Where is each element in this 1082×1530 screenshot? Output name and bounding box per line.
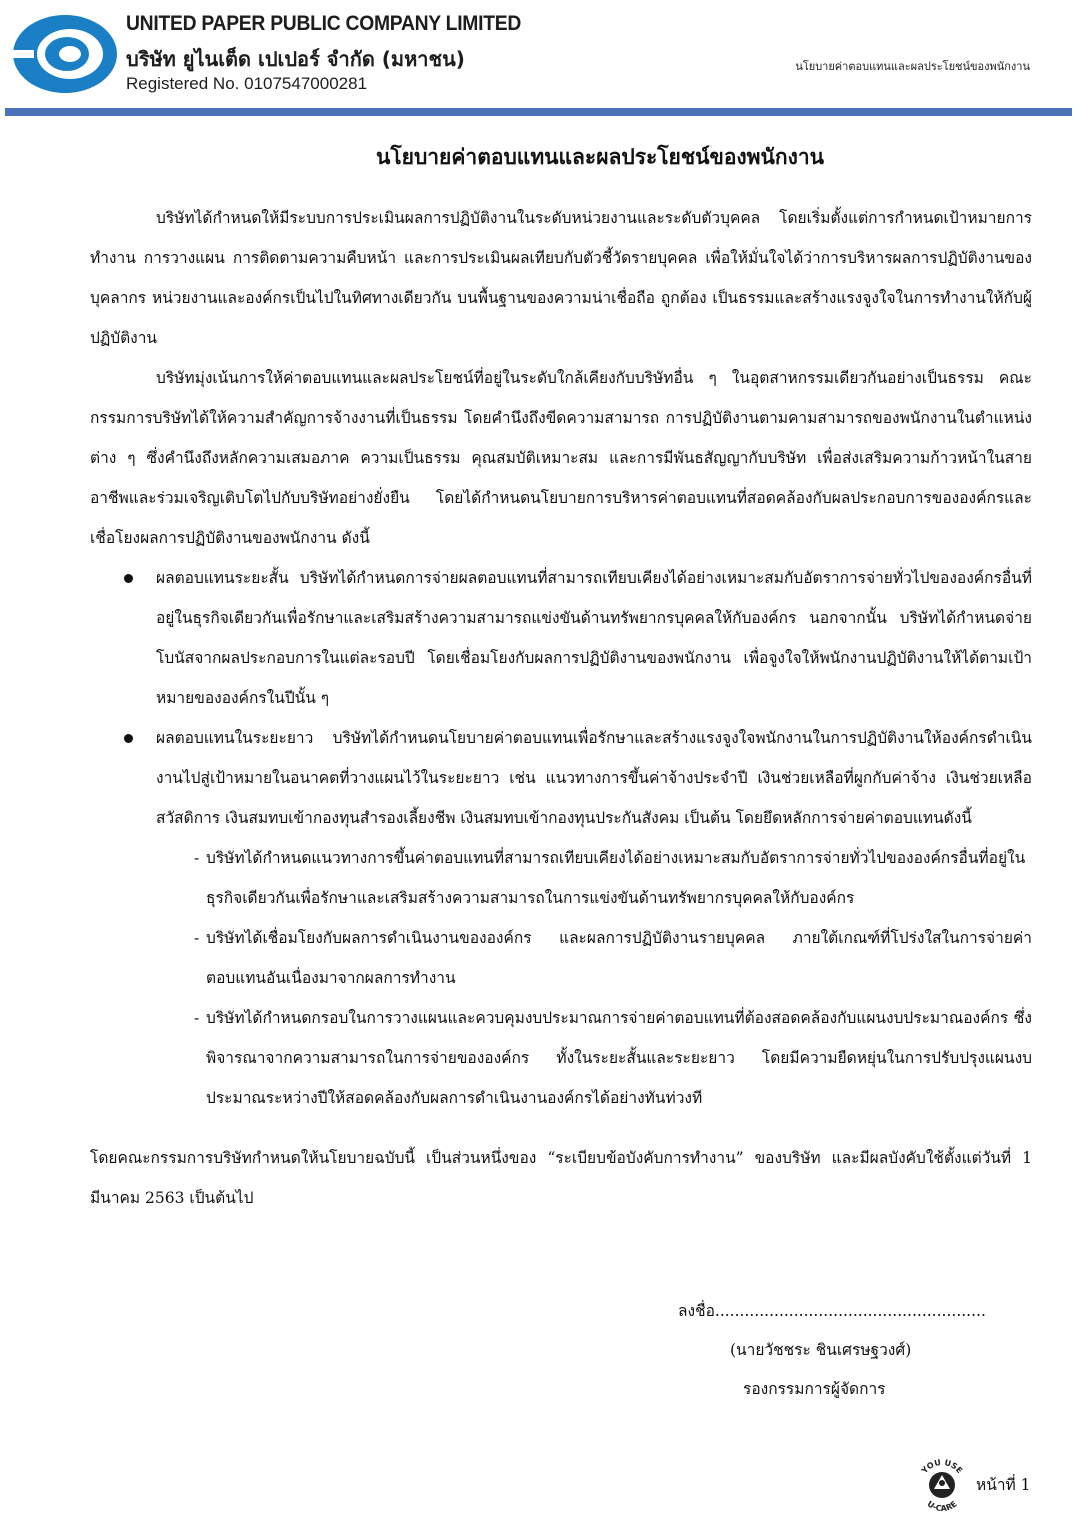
closing-paragraph: โดยคณะกรรมการบริษัทกำหนดให้นโยบายฉบับนี้ เป็นส่วนหนึ่งของ “ระเบียบข้อบังคับการทำงาน” ของบริษัท และมีผลบังคับใช้ตั้งแต่วันที่ 1 มีนาคม 2563 เป็นต้นไป: [90, 1149, 1032, 1207]
letterhead: [0, 0, 1082, 118]
sub-list-item-text: บริษัทได้กำหนดกรอบในการวางแผนและควบคุมงบประมาณการจ่ายค่าตอบแทนที่ต้องสอดคล้องกับแผนงบประมาณองค์กร ซึ่งพิจารณาจากความสามารถในการจ่ายขององค์กร ทั้งในระยะสั้นและระยะยาว โดยมีความยืดหยุ่นในการปรับปรุงแผนงบประมาณระหว่างปีให้สอดคล้องกับผลการดำเนินงานองค์กรได้อย่างทันท่วงที: [206, 1009, 1032, 1107]
dash-marker: -: [194, 1009, 200, 1027]
signer-position: รองกรรมการผู้จัดการ: [743, 1380, 886, 1398]
list-item-text: ผลตอบแทนระยะสั้น บริษัทได้กำหนดการจ่ายผลตอบแทนที่สามารถเทียบเคียงได้อย่างเหมาะสมกับอัตราการจ่ายทั่วไปขององค์กรอื่นที่อยู่ในธุรกิจเดียวกันเพื่อรักษาและเสริมสร้างความสามารถแข่งขันด้านทรัพยากรบุคคลให้กับองค์กร นอกจากนั้น บริษัทได้กำหนดจ่ายโบนัสจากผลประกอบการในแต่ละรอบปี โดยเชื่อมโยงกับผลการปฏิบัติงานของพนักงาน เพื่อจูงใจให้พนักงานปฏิบัติงานให้ได้ตามเป้าหมายขององค์กรในปีนั้น ๆ: [156, 569, 1032, 707]
icon-text-bottom: U-CARE: [925, 1499, 959, 1511]
list-item-text: ผลตอบแทนในระยะยาว บริษัทได้กำหนดนโยบายค่าตอบแทนเพื่อรักษาและสร้างแรงจูงใจพนักงานในการปฏิบัติงานให้องค์กรดำเนินงานไปสู่เป้าหมายในอนาคตที่วางแผนไว้ในระยะยาว เช่น แนวทางการขึ้นค่าจ้างประจำปี เงินช่วยเหลือที่ผูกกับค่าจ้าง เงินช่วยเหลือสวัสดิการ เงินสมทบเข้ากองทุนสำรองเลี้ยงชีพ เงินสมทบเข้ากองทุนประกันสังคม เป็นต้น โดยยึดหลักการจ่ายค่าตอบแทนดังนี้: [156, 729, 1032, 827]
document-label: นโยบายค่าตอบแทนและผลประโยชน์ของพนักงาน: [795, 60, 1030, 73]
paragraph: บริษัทมุ่งเน้นการให้ค่าตอบแทนและผลประโยชน์ที่อยู่ในระดับใกล้เคียงกับบริษัทอื่น ๆ ในอุตสาหกรรมเดียวกันอย่างเป็นธรรม คณะกรรมการบริษัทได้ให้ความสำคัญการจ้างงานที่เป็นธรรม โดยคำนึงถึงขีดความสามารถ การปฏิบัติงานตามคามสามารถของพนักงานในตำแหน่งต่าง ๆ ซึ่งคำนึงถึงหลักความเสมอภาค ความเป็นธรรม คุณสมบัติเหมาะสม และการมีพันธสัญญากับบริษัท เพื่อส่งเสริมความก้าวหน้าในสายอาชีพและร่วมเจริญเติบโตไปกับบริษัทอย่างยั่งยืน โดยได้กำหนดนโยบายการบริหารค่าตอบแทนที่สอดคล้องกับผลประกอบการขององค์กรและเชื่อโยงผลการปฏิบัติงานของพนักงาน ดังนี้: [90, 369, 1032, 547]
page-number: หน้าที่ 1: [976, 1476, 1031, 1494]
bullet-icon: [124, 734, 133, 743]
icon-text-top: YOU USE: [919, 1457, 965, 1476]
sub-list-item-text: บริษัทได้เชื่อมโยงกับผลการดำเนินงานขององค์กร และผลการปฏิบัติงานรายบุคคล ภายใต้เกณฑ์ที่โปร่งใสในการจ่ายค่าตอบแทนอันเนื่องมาจากผลการทำงาน: [206, 929, 1032, 987]
document-body: [90, 198, 1032, 1218]
signer-name: (นายวัชชระ ชินเศรษฐวงศ์): [730, 1341, 912, 1359]
u-care-icon: [914, 1455, 970, 1511]
bullet-list: [90, 558, 1032, 838]
list-item: [90, 718, 1032, 838]
sub-list-item: [194, 998, 1032, 1118]
list-item: [90, 558, 1032, 718]
sub-list-item-text: บริษัทได้กำหนดแนวทางการขึ้นค่าตอบแทนที่สามารถเทียบเคียงได้อย่างเหมาะสมกับอัตราการจ่ายทั่วไปขององค์กรอื่นที่อยู่ในธุรกิจเดียวกันเพื่อรักษาและเสริมสร้างความสามารถในการแข่งขันด้านทรัพยากรบุคคลให้กับองค์กร: [206, 849, 1026, 907]
signature-line: ลงชื่อ.......................................................: [678, 1302, 986, 1320]
company-logo: [12, 14, 118, 94]
dash-marker: -: [194, 849, 200, 867]
company-name-en: UNITED PAPER PUBLIC COMPANY LIMITED: [126, 12, 522, 35]
page-title: นโยบายค่าตอบแทนและผลประโยชน์ของพนักงาน: [376, 144, 824, 169]
svg-text:U-CARE: [925, 1499, 958, 1511]
paragraph: บริษัทได้กำหนดให้มีระบบการประเมินผลการปฏิบัติงานในระดับหน่วยงานและระดับตัวบุคคล โดยเริ่มตั้งแต่การกำหนดเป้าหมายการทำงาน การวางแผน การติดตามความคืบหน้า และการประเมินผลเทียบกับตัวชี้วัดรายบุคคล เพื่อให้มั่นใจได้ว่าการบริหารผลการปฏิบัติงานของบุคลากร หน่วยงานและองค์กรเป็นไปในทิศทางเดียวกัน บนพื้นฐานของความน่าเชื่อถือ ถูกต้อง เป็นธรรมและสร้างแรงจูงใจในการทำงานให้กับผู้ปฏิบัติงาน: [90, 209, 1032, 347]
company-name-th: บริษัท ยูไนเต็ด เปเปอร์ จำกัด (มหาชน): [126, 47, 465, 71]
sub-list: [90, 838, 1032, 1118]
signature-block: [640, 1292, 1000, 1409]
registration-number: Registered No. 0107547000281: [126, 74, 368, 93]
bullet-icon: [124, 574, 133, 583]
sub-list-item: [194, 838, 1032, 918]
sub-list-item: [194, 918, 1032, 998]
dash-marker: -: [194, 929, 200, 947]
header-divider: [5, 108, 1072, 116]
